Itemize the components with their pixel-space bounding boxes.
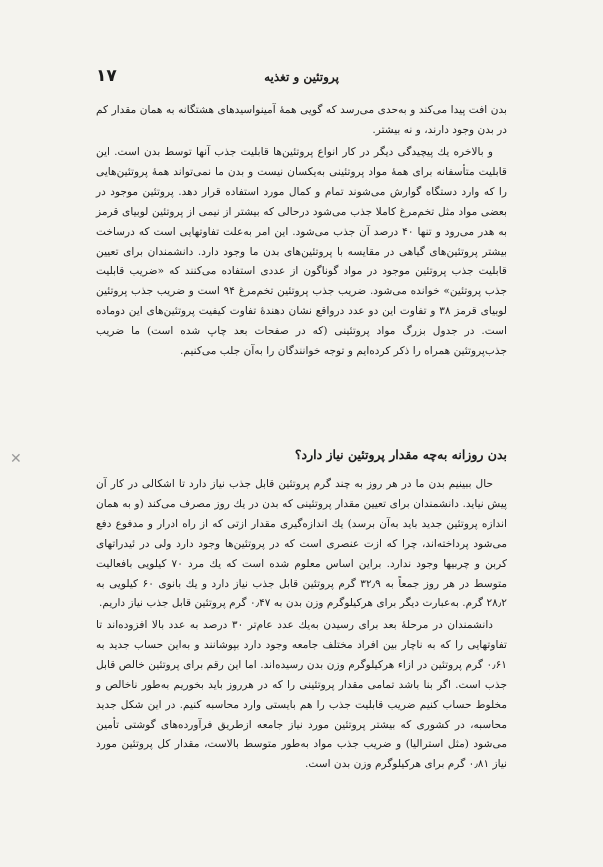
section-heading: بدن روزانه به‌چه مقدار پروتئین نیاز دارد؟ xyxy=(294,447,507,462)
paragraph-absorption xyxy=(96,143,507,362)
paragraph-text: و بالاخره یك پیچیدگی دیگر در کار انواع پروتئین‌ها قابلیت جذب آنها توسط بدن است. این قابلیت متأسفانه برای همهٔ مواد پروتئینی به‌یکسان نیست و بدن ما نمی‌تواند همهٔ پروتئین‌هایی را که وارد دستگاه گوارش می‌شوند تمام و کمال مورد استفاده قرار دهد. پروتئین موجود در بعضی مواد مثل تخم‌مرغ کاملا جذب می‌شود درحالی که بیشتر از نیمی از پروتئین لوبیای قرمز به هدر می‌رود و تنها ۴۰ درصد آن جذب می‌شود. این امر به‌علت تفاوتهایی است که درساخت بیشتر پروتئین‌های گیاهی در مقایسه با پروتئین‌های بدن ما وجود دارد. دانشمندان برای تعیین قابلیت جذب پروتئین موجود در مواد گوناگون از عددی استفاده می‌کنند که «ضریب قابلیت جذب پروتئین» خوانده می‌شود. ضریب جذب پروتئین تخم‌مرغ ۹۴ است و ضریب جذب پروتئین لوبیای قرمز ۳۸ و تفاوت این دو عدد درواقع نشان دهندهٔ تفاوت کیفیت پروتئین‌های این دوماده است. در جدول بزرگ مواد پروتئینی (که در صفحات بعد چاپ شده است) ما ضریب جذب‌پروتئین همراه را ذکر کرده‌ایم و توجه خوانندگان را به‌آن جلب می‌کنیم. xyxy=(96,146,508,358)
paragraph-text: دانشمندان در مرحلهٔ بعد برای رسیدن به‌یك عدد عام‌تر ۳۰ درصد به عدد بالا افزوده‌اند تا تفاوتهایی را که به ناچار بین افراد مختلف جامعه وجود دارد بپوشانند و به‌این حساب جدید به ۰٫۶۱ گرم پروتئین در ازاء هرکیلوگرم وزن بدن رسیده‌اند. اما این رقم برای پروتئین خالص قابل جذب است. اگر بنا باشد تمامی مقدار پروتئینی را که در هرروز باید بخوریم به‌طور ناخالص و مخلوط حساب کنیم ضریب قابلیت جذب را هم بایستی وارد محاسبه کنیم. در این شکل جدید محاسبه، در کشوری که بیشتر پروتئین مورد نیاز جامعه ازطریق فرآورده‌های گوشتی تأمین می‌شود (مثل استرالیا) و ضریب جذب مواد به‌طور متوسط بالاست، مقدار کل پروتئین مورد نیاز ۰٫۸۱ گرم برای هرکیلوگرم وزن بدن است. xyxy=(96,619,507,771)
paragraph-daily-need xyxy=(96,475,507,614)
paragraph-text: حال ببینیم بدن ما در هر روز به چند گرم پروتئین قابل جذب نیاز دارد تا اشکالی در کار آن پیش نیاید. دانشمندان برای تعیین مقدار پروتئینی که بدن در یك روز مصرف می‌کند (و به همان اندازه پروتئین جدید باید به‌آن برسد) یك اندازه‌گیری مقدار ازتی که از راه ادرار و مدفوع دفع می‌شود پرداخته‌اند، چرا که ازت عنصری است که در پروتئین‌ها وجود دارد ولی در ئیدراتهای کربن و چربیها وجود ندارد. براین اساس معلوم شده است که یك مرد ۷۰ کیلویی بافعالیت متوسط در هر روز جمعاً به ۳۲٫۹ گرم پروتئین قابل جذب نیاز دارد و یك بانوی ۶۰ کیلویی به ۲۸٫۲ گرم. به‌عبارت دیگر برای هرکیلوگرم وزن بدن به ۰٫۴۷ گرم پروتئین قابل جذب نیاز داریم. xyxy=(96,478,507,610)
margin-smudge-icon: ✕ xyxy=(10,451,22,467)
page-header xyxy=(96,66,507,88)
paragraph-calculation xyxy=(96,616,507,775)
running-title: پروتئین و تغذیه xyxy=(264,70,339,84)
page-number: ۱۷ xyxy=(96,66,117,86)
paragraph-continuation xyxy=(96,101,507,141)
paragraph-text: بدن افت پیدا می‌کند و به‌حدی می‌رسد که گویی همهٔ آمینواسیدهای هشتگانه به همان مقدار کم در بدن وجود دارند، و نه بیشتر. xyxy=(96,104,507,136)
